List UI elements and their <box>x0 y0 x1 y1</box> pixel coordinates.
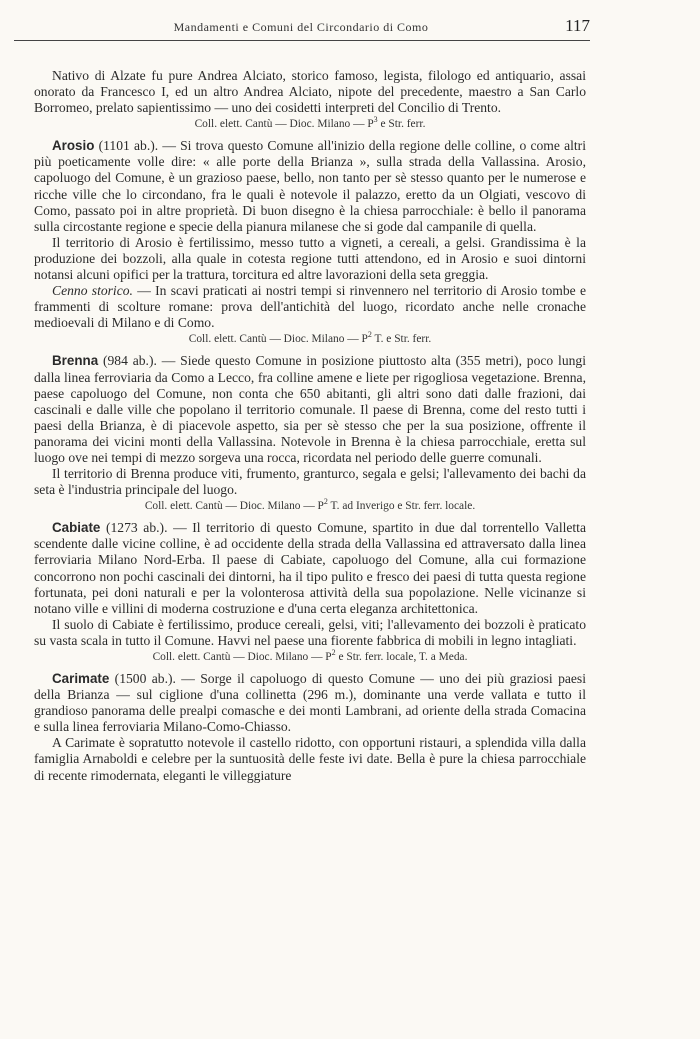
paragraph: Il territorio di Arosio è fertilissimo, messo tutto a vigneti, a cereali, a gelsi. Grandissima è la produzione dei bozzoli, alla quale in cotesta regione tutti attendono, ed in Arosio e suoi dintorni notansi alcuni opifici per la trattura, torcitura ed altre lavorazioni della seta greggia. <box>34 234 586 283</box>
paragraph: Il suolo di Cabiate è fertilissimo, produce cereali, gelsi, viti; l'allevamento dei bozzoli è praticato su vasta scala in tutto il Comune. Havvi nel paese una fiorente fabbrica di mobili in legno intagliati. <box>34 616 586 648</box>
running-title: Mandamenti e Comuni del Circondario di Como <box>173 20 429 34</box>
section-arosio <box>34 138 586 347</box>
entry-heading: Carimate <box>52 671 110 686</box>
administrative-note <box>34 332 586 347</box>
coll-sup: 3 <box>373 115 378 125</box>
coll-text: e Str. ferr. <box>377 118 426 131</box>
entry-heading: Cabiate <box>52 520 101 536</box>
coll-sup: 2 <box>323 497 328 507</box>
section-cabiate <box>34 520 586 665</box>
coll-text: T. e Str. ferr. <box>371 333 432 346</box>
coll-text: Coll. elett. Cantù — Dioc. Milano — P <box>144 500 324 513</box>
paragraph-text: (1273 ab.). — Il territorio di questo Comune, spartito in due dal torrentello Valletta scendente dalle vicine colline, è ad occidente della strada della Vallassina ed attraversato dalla linea ferroviaria Milano Nord-Erba. Il paese di Cabiate, capoluogo del Comune, alla cui formazione concorrono non pochi cascinali dei dintorni, ha il tipo pulito e fresco dei paesi di tutta questa regione fortunata, pei doni naturali e per la volonterosa attività della sua popolazione. Nelle vicinanze si notano ville e villini di moderna costruzione e d'una certa eleganza architettonica. <box>34 520 586 616</box>
coll-sup: 2 <box>331 648 336 658</box>
section-carimate <box>34 671 586 784</box>
coll-text: T. ad Inverigo e Str. ferr. locale. <box>327 500 476 513</box>
paragraph-text: (984 ab.). — Siede questo Comune in posizione piuttosto alta (355 metri), poco lungi dalla linea ferroviaria da Como a Lecco, fra colline amene e liete per rigogliosa vegetazione. Brenna, paese capoluogo del Comune, non conta che 650 abitanti, gli altri sono dati dalle frazioni, dai cascinali e dalle ville che popolano il territorio comunale. Il paese di Brenna, come del resto tutti i paesi della Brianza, è di piacevole aspetto, sia per sè stesso che per la sua posizione, offrente il panorama dei vicini monti della Vallassina. Notevole in Brenna è la chiesa parrocchiale, eretta sul luogo ove nei tempi di mezzo sorgeva una rocca, ricordata nel periodo delle guerre comunali. <box>34 353 586 465</box>
section-alzate-continuation <box>34 68 586 132</box>
administrative-note <box>34 650 586 665</box>
administrative-note <box>34 117 586 132</box>
paragraph: Il territorio di Brenna produce viti, frumento, granturco, segala e gelsi; l'allevamento dei bachi da seta è l'industria principale del luogo. <box>34 466 586 498</box>
paragraph: A Carimate è sopratutto notevole il castello ridotto, con opportuni ristauri, a splendida villa dalla famiglia Arnaboldi e celebre per la suntuosità delle feste ivi date. Bella è pure la chiesa parrocchiale di recente rimodernata, eleganti le villeggiature <box>34 735 586 783</box>
coll-text: Coll. elett. Cantù — Dioc. Milano — P <box>152 651 332 663</box>
coll-text: Coll. elett. Cantù — Dioc. Milano — P <box>188 333 368 346</box>
paragraph-text: (1101 ab.). — Si trova questo Comune all'inizio della regione delle colline, o come altri più poeticamente volle dire: « alle porte della Brianza », sulla strada della Vallassina. Arosio, capoluogo del Comune, è un grazioso paese, bello, non tanto per sè stesso quanto per le numerose e ricche ville che lo circondano, fra le quali è notevole il palazzo, eretto da un Olgiati, vescovo di Como, passato poi in altre proprietà. Di buon disegno è la chiesa parrocchiale: è bello il panorama sulla circostante regione e specie della pianura milanese che si gode dal campanile di quella. <box>34 138 586 234</box>
administrative-note <box>34 499 586 514</box>
paragraph-text: — In scavi praticati ai nostri tempi si rinvennero nel territorio di Arosio tombe e frammenti di scolture romane: prova dell'antichità del luogo, ricordato anche nelle cronache medioevali di Milano e di Como. <box>34 283 586 331</box>
paragraph: Nativo di Alzate fu pure Andrea Alciato, storico famoso, legista, filologo ed antiquario, assai onorato da Francesco I, ed un altro Andrea Alciato, nipote del precedente, maestro a San Carlo Borromeo, prelato sapientissimo — uno dei cosidetti interpreti del Concilio di Trento. <box>34 68 586 116</box>
page-header <box>14 16 588 38</box>
entry-heading: Brenna <box>52 353 99 369</box>
coll-text: Coll. elett. Cantù — Dioc. Milano — P <box>194 118 374 131</box>
paragraph <box>34 283 586 331</box>
entry-heading: Arosio <box>52 138 95 154</box>
page-number: 117 <box>565 16 590 35</box>
coll-text: e Str. ferr. locale, T. a Meda. <box>335 651 468 663</box>
historical-note-label: Cenno storico. <box>52 283 133 299</box>
header-rule <box>14 40 590 41</box>
paragraph <box>34 671 586 735</box>
paragraph <box>34 520 586 617</box>
paragraph <box>34 353 586 466</box>
page-body <box>34 68 586 784</box>
paragraph <box>34 138 586 235</box>
section-brenna <box>34 353 586 514</box>
paragraph-text: (1500 ab.). — Sorge il capoluogo di questo Comune — uno dei più graziosi paesi della Brianza — sul ciglione d'una collinetta (296 m.), dominante una verde vallata e tutto il grandioso panorama delle prealpi comasche e dei monti Lambrani, ad oriente della strada Comacina e sulla linea ferroviaria Milano-Como-Chiasso. <box>34 671 586 735</box>
coll-sup: 2 <box>367 330 372 340</box>
